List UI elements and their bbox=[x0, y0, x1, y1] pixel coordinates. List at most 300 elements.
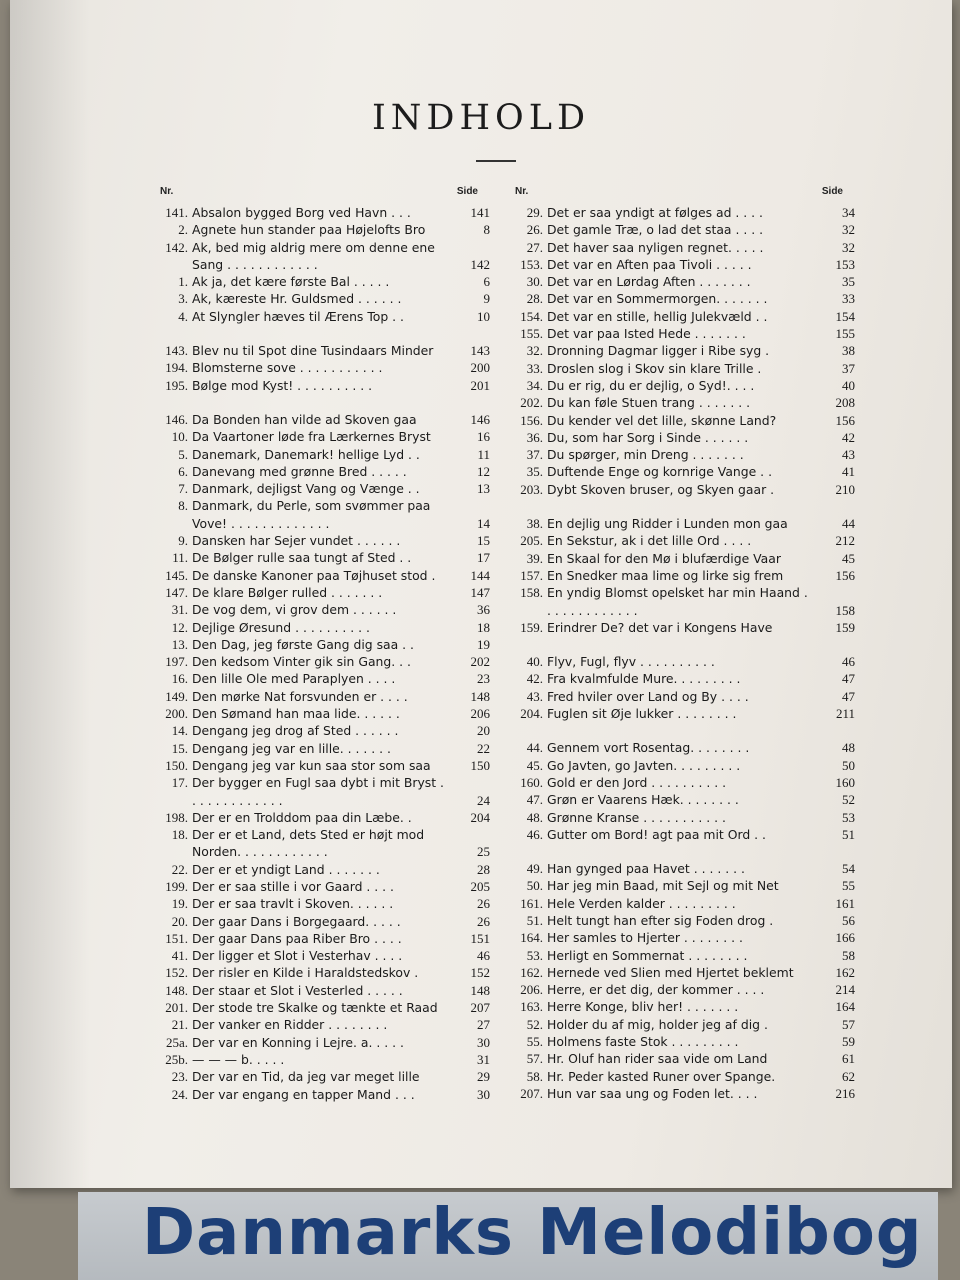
entry-number: 14. bbox=[171, 723, 188, 739]
entry-number: 17. bbox=[171, 775, 188, 791]
entry-title: Fra kvalmfulde Mure. . . . . . . . . bbox=[547, 671, 741, 687]
entry-number: 43. bbox=[526, 688, 543, 704]
entry-page: 46 bbox=[842, 654, 855, 670]
index-entry bbox=[505, 895, 855, 912]
entry-number: 22. bbox=[171, 861, 188, 877]
entry-page: 158 bbox=[835, 602, 855, 618]
group-gap bbox=[505, 498, 855, 515]
entry-number: 18. bbox=[171, 827, 188, 843]
entry-page: 210 bbox=[835, 481, 855, 497]
index-entry bbox=[505, 1068, 855, 1085]
entry-page: 152 bbox=[470, 965, 490, 981]
entry-page: 31 bbox=[477, 1051, 490, 1067]
group-gap bbox=[505, 636, 855, 653]
entry-number: 13. bbox=[171, 636, 188, 652]
entry-number: 163. bbox=[520, 999, 543, 1015]
index-column-left bbox=[150, 186, 490, 1103]
entry-page: 153 bbox=[835, 256, 855, 272]
entry-page: 37 bbox=[842, 360, 855, 376]
entry-number: 7. bbox=[178, 481, 188, 497]
index-entry bbox=[505, 273, 855, 290]
entry-number: 42. bbox=[526, 671, 543, 687]
entry-page: 41 bbox=[842, 464, 855, 480]
entry-page: 166 bbox=[835, 930, 855, 946]
entry-title: Der risler en Kilde i Haraldstedskov . bbox=[192, 965, 419, 981]
entry-number: 51. bbox=[526, 912, 543, 928]
entry-title: Da Vaartoner løde fra Lærkernes Bryst bbox=[192, 429, 431, 445]
index-entry bbox=[505, 360, 855, 377]
entry-page: 214 bbox=[835, 982, 855, 998]
entry-number: 3. bbox=[178, 291, 188, 307]
index-entry bbox=[505, 653, 855, 670]
entry-title: Herre Konge, bliv her! . . . . . . . bbox=[547, 999, 739, 1015]
index-entry bbox=[505, 774, 855, 791]
entry-number: 8. bbox=[178, 498, 188, 514]
entry-number: 201. bbox=[165, 1000, 188, 1016]
entry-number: 203. bbox=[520, 481, 543, 497]
entry-title: En Snedker maa lime og lirke sig frem bbox=[547, 567, 784, 583]
entry-page: 30 bbox=[477, 1034, 490, 1050]
entry-number: 155. bbox=[520, 326, 543, 342]
index-entry bbox=[150, 619, 490, 636]
entry-page: 147 bbox=[470, 584, 490, 600]
entry-page: 52 bbox=[842, 792, 855, 808]
entry-number: 205. bbox=[520, 533, 543, 549]
entry-number: 141. bbox=[165, 205, 188, 220]
entry-title: Der stode tre Skalke og tænkte et Raad bbox=[192, 1000, 438, 1016]
entry-page: 144 bbox=[470, 567, 490, 583]
entry-title: Det var en Sommermorgen. . . . . . . bbox=[547, 291, 768, 307]
entry-page: 23 bbox=[477, 671, 490, 687]
index-entry bbox=[150, 221, 490, 238]
index-entry bbox=[150, 895, 490, 912]
index-entry bbox=[150, 757, 490, 774]
index-entry bbox=[150, 636, 490, 653]
entry-number: 19. bbox=[171, 896, 188, 912]
entry-page: 42 bbox=[842, 429, 855, 445]
entry-page: 53 bbox=[842, 809, 855, 825]
entry-title: Han gynged paa Havet . . . . . . . bbox=[547, 861, 745, 877]
group-gap bbox=[505, 722, 855, 739]
entry-page: 19 bbox=[477, 636, 490, 652]
entry-page: 161 bbox=[835, 895, 855, 911]
entry-page: 201 bbox=[470, 377, 490, 393]
entry-page: 12 bbox=[477, 463, 490, 479]
index-entry bbox=[150, 239, 490, 274]
entry-title: Der er en Trolddom paa din Læbe. . bbox=[192, 809, 412, 825]
entry-page: 36 bbox=[477, 602, 490, 618]
index-entry bbox=[505, 446, 855, 463]
entry-title: Den Dag, jeg første Gang dig saa . . bbox=[192, 636, 414, 652]
entry-title: Der ligger et Slot i Vesterhav . . . . bbox=[192, 948, 403, 964]
entry-title: Der gaar Dans paa Riber Bro . . . . bbox=[192, 930, 402, 946]
entry-title: Her samles to Hjerter . . . . . . . . bbox=[547, 930, 743, 946]
entry-page: 205 bbox=[470, 878, 490, 894]
entry-title: Absalon bygged Borg ved Havn . . . bbox=[192, 205, 411, 220]
entry-number: 30. bbox=[526, 274, 543, 290]
index-entry bbox=[150, 359, 490, 376]
index-entry bbox=[150, 964, 490, 981]
index-entry bbox=[505, 256, 855, 273]
entry-page: 24 bbox=[477, 792, 490, 808]
entry-page: 48 bbox=[842, 740, 855, 756]
entry-title: Grønne Kranse . . . . . . . . . . . bbox=[547, 809, 726, 825]
index-entry bbox=[150, 947, 490, 964]
index-entry bbox=[505, 550, 855, 567]
entry-page: 14 bbox=[477, 515, 490, 531]
entry-title: Danevang med grønne Bred . . . . . bbox=[192, 463, 407, 479]
side-header: Side bbox=[821, 186, 843, 197]
index-entry bbox=[505, 739, 855, 756]
entry-page: 151 bbox=[470, 930, 490, 946]
entry-title: Hernede ved Slien med Hjertet beklemt bbox=[547, 964, 794, 980]
index-entry bbox=[150, 549, 490, 566]
entry-page: 46 bbox=[477, 948, 490, 964]
entry-number: 36. bbox=[526, 429, 543, 445]
entry-title: Der bygger en Fugl saa dybt i mit Bryst . . . . . . . . . . . . . bbox=[192, 775, 444, 808]
entry-page: 146 bbox=[470, 411, 490, 427]
entry-number: 154. bbox=[520, 308, 543, 324]
entry-page: 11 bbox=[477, 446, 490, 462]
entry-number: 158. bbox=[520, 585, 543, 601]
index-entry bbox=[505, 1033, 855, 1050]
entry-number: 34. bbox=[526, 377, 543, 393]
index-entry bbox=[505, 221, 855, 238]
entry-page: 61 bbox=[842, 1051, 855, 1067]
entry-page: 156 bbox=[835, 567, 855, 583]
entry-page: 25 bbox=[477, 844, 490, 860]
entry-title: Blev nu til Spot dine Tusindaars Minder bbox=[192, 343, 434, 359]
entry-title: Danmark, du Perle, som svømmer paa Vove! . . . . . . . . . . . . . bbox=[192, 498, 431, 531]
entry-number: 152. bbox=[165, 965, 188, 981]
entry-title: Dronning Dagmar ligger i Ribe syg . bbox=[547, 343, 770, 359]
entry-page: 16 bbox=[477, 429, 490, 445]
index-entry bbox=[505, 429, 855, 446]
index-entry bbox=[150, 774, 490, 809]
entry-page: 164 bbox=[835, 999, 855, 1015]
entry-title: Den mørke Nat forsvunden er . . . . bbox=[192, 688, 408, 704]
column-header bbox=[150, 186, 490, 204]
column-header bbox=[505, 186, 855, 204]
entry-number: 53. bbox=[526, 947, 543, 963]
entry-title: En Skaal for den Mø i blufærdige Vaar bbox=[547, 550, 781, 566]
entry-title: Du kender vel det lille, skønne Land? bbox=[547, 412, 777, 428]
index-entry bbox=[505, 377, 855, 394]
index-entry bbox=[150, 878, 490, 895]
entry-page: 6 bbox=[483, 274, 490, 290]
index-entry bbox=[505, 515, 855, 532]
entry-title: Du kan føle Stuen trang . . . . . . . bbox=[547, 395, 751, 411]
entry-page: 160 bbox=[835, 774, 855, 790]
entry-page: 206 bbox=[470, 706, 490, 722]
entry-title: Hun var saa ung og Foden let. . . . bbox=[547, 1085, 758, 1101]
entry-page: 44 bbox=[842, 516, 855, 532]
entry-number: 153. bbox=[520, 256, 543, 272]
entry-title: En dejlig ung Ridder i Lunden mon gaa bbox=[547, 516, 788, 532]
entry-title: En yndig Blomst opelsket har min Haand . . . . . . . . . . . . . bbox=[547, 585, 808, 618]
entry-title: Der gaar Dans i Borgegaard. . . . . bbox=[192, 913, 401, 929]
index-entry bbox=[505, 308, 855, 325]
entry-number: 49. bbox=[526, 861, 543, 877]
entry-number: 38. bbox=[526, 516, 543, 532]
entry-title: Ak ja, det kære første Bal . . . . . bbox=[192, 274, 390, 290]
entry-title: Du er rig, du er dejlig, o Syd!. . . . bbox=[547, 377, 755, 393]
entry-number: 200. bbox=[165, 706, 188, 722]
entry-page: 204 bbox=[470, 809, 490, 825]
entry-number: 50. bbox=[526, 878, 543, 894]
index-entry bbox=[150, 653, 490, 670]
entry-title: Danmark, dejligst Vang og Vænge . . bbox=[192, 481, 420, 497]
entry-title: Fred hviler over Land og By . . . . bbox=[547, 688, 749, 704]
entry-page: 17 bbox=[477, 550, 490, 566]
entry-number: 55. bbox=[526, 1034, 543, 1050]
entry-page: 143 bbox=[470, 343, 490, 359]
entry-number: 149. bbox=[165, 688, 188, 704]
entry-page: 50 bbox=[842, 757, 855, 773]
index-entry bbox=[505, 826, 855, 843]
entry-number: 33. bbox=[526, 360, 543, 376]
entry-page: 10 bbox=[477, 308, 490, 324]
index-entry bbox=[505, 463, 855, 480]
book-cover-title: Danmarks Melodibog bbox=[142, 1196, 923, 1270]
index-entry bbox=[150, 1016, 490, 1033]
index-entry bbox=[150, 930, 490, 947]
entry-title: Duftende Enge og kornrige Vange . . bbox=[547, 464, 773, 480]
entry-number: 164. bbox=[520, 930, 543, 946]
index-entry bbox=[150, 809, 490, 826]
entry-page: 34 bbox=[842, 205, 855, 220]
index-entry bbox=[505, 290, 855, 307]
index-entry bbox=[505, 947, 855, 964]
entry-title: At Slyngler hæves til Ærens Top . . bbox=[192, 308, 404, 324]
index-entry bbox=[505, 705, 855, 722]
index-entry bbox=[505, 394, 855, 411]
spine-shadow bbox=[10, 0, 90, 1188]
entry-number: 148. bbox=[165, 982, 188, 998]
entry-number: 48. bbox=[526, 809, 543, 825]
entry-page: 212 bbox=[835, 533, 855, 549]
entry-title: Det gamle Træ, o lad det staa . . . . bbox=[547, 222, 764, 238]
entry-title: Helt tungt han efter sig Foden drog . bbox=[547, 912, 774, 928]
entry-number: 146. bbox=[165, 411, 188, 427]
entry-number: 160. bbox=[520, 774, 543, 790]
index-entry bbox=[505, 670, 855, 687]
index-entry bbox=[150, 377, 490, 394]
entry-title: Der er et yndigt Land . . . . . . . bbox=[192, 861, 380, 877]
index-entry bbox=[150, 308, 490, 325]
entry-title: Blomsterne sove . . . . . . . . . . . bbox=[192, 360, 383, 376]
index-entry bbox=[150, 342, 490, 359]
entry-title: Gutter om Bord! agt paa mit Ord . . bbox=[547, 826, 766, 842]
entry-page: 155 bbox=[835, 326, 855, 342]
entry-title: Droslen slog i Skov sin klare Trille . bbox=[547, 360, 762, 376]
index-entry bbox=[150, 411, 490, 428]
entry-title: Den Sømand han maa lide. . . . . . bbox=[192, 706, 400, 722]
index-entry bbox=[150, 1034, 490, 1051]
index-entry bbox=[150, 601, 490, 618]
index-entry bbox=[505, 688, 855, 705]
entry-number: 147. bbox=[165, 584, 188, 600]
index-entry bbox=[150, 913, 490, 930]
index-entry bbox=[505, 342, 855, 359]
entry-number: 40. bbox=[526, 654, 543, 670]
entry-number: 194. bbox=[165, 360, 188, 376]
entry-title: Agnete hun stander paa Højelofts Bro bbox=[192, 222, 426, 238]
entry-number: 28. bbox=[526, 291, 543, 307]
entry-title: Fuglen sit Øje lukker . . . . . . . . bbox=[547, 706, 737, 722]
entry-title: Gennem vort Rosentag. . . . . . . . bbox=[547, 740, 750, 756]
entry-page: 62 bbox=[842, 1068, 855, 1084]
entry-page: 20 bbox=[477, 723, 490, 739]
entry-page: 32 bbox=[842, 239, 855, 255]
entry-number: 25a. bbox=[165, 1034, 188, 1050]
index-entry bbox=[150, 497, 490, 532]
entry-title: Det var en stille, hellig Julekvæld . . bbox=[547, 308, 768, 324]
entry-page: 211 bbox=[835, 706, 855, 722]
entry-number: 197. bbox=[165, 654, 188, 670]
index-entry bbox=[505, 481, 855, 498]
entry-number: 202. bbox=[520, 395, 543, 411]
entry-number: 161. bbox=[520, 895, 543, 911]
index-entry bbox=[150, 722, 490, 739]
index-entry bbox=[150, 290, 490, 307]
entry-title: De danske Kanoner paa Tøjhuset stod . bbox=[192, 567, 436, 583]
entry-number: 21. bbox=[171, 1017, 188, 1033]
entry-number: 41. bbox=[171, 948, 188, 964]
entry-number: 44. bbox=[526, 740, 543, 756]
entry-page: 8 bbox=[483, 222, 490, 238]
entry-title: Der var en Konning i Lejre. a. . . . . bbox=[192, 1034, 404, 1050]
entry-title: Det er saa yndigt at følges ad . . . . bbox=[547, 205, 763, 220]
entry-number: 143. bbox=[165, 343, 188, 359]
index-entry bbox=[150, 670, 490, 687]
index-entry bbox=[505, 584, 855, 619]
entry-title: De Bølger rulle saa tungt af Sted . . bbox=[192, 550, 412, 566]
entry-page: 57 bbox=[842, 1016, 855, 1032]
entry-title: Du, som har Sorg i Sinde . . . . . . bbox=[547, 429, 749, 445]
entry-page: 15 bbox=[477, 533, 490, 549]
entry-page: 56 bbox=[842, 912, 855, 928]
entry-number: 26. bbox=[526, 222, 543, 238]
entry-page: 35 bbox=[842, 274, 855, 290]
entry-title: Dybt Skoven bruser, og Skyen gaar . bbox=[547, 481, 775, 497]
entry-page: 27 bbox=[477, 1017, 490, 1033]
side-header: Side bbox=[456, 186, 478, 197]
entry-page: 154 bbox=[835, 308, 855, 324]
entry-number: 145. bbox=[165, 567, 188, 583]
entry-number: 4. bbox=[178, 308, 188, 324]
entry-page: 58 bbox=[842, 947, 855, 963]
entry-number: 15. bbox=[171, 740, 188, 756]
entry-number: 157. bbox=[520, 567, 543, 583]
entry-title: Dengang jeg var kun saa stor som saa bbox=[192, 757, 431, 773]
entry-page: 38 bbox=[842, 343, 855, 359]
entry-page: 148 bbox=[470, 688, 490, 704]
entry-title: Dansken har Sejer vundet . . . . . . bbox=[192, 533, 401, 549]
entry-page: 45 bbox=[842, 550, 855, 566]
index-entry bbox=[150, 861, 490, 878]
entry-title: Herligt en Sommernat . . . . . . . . bbox=[547, 947, 748, 963]
entry-title: Det haver saa nyligen regnet. . . . . bbox=[547, 239, 764, 255]
entry-number: 9. bbox=[178, 533, 188, 549]
entry-page: 47 bbox=[842, 688, 855, 704]
index-entry bbox=[150, 1086, 490, 1103]
entry-number: 47. bbox=[526, 792, 543, 808]
entry-title: Det var paa Isted Hede . . . . . . . bbox=[547, 326, 746, 342]
entry-title: Der vanker en Ridder . . . . . . . . bbox=[192, 1017, 388, 1033]
index-entry bbox=[150, 826, 490, 861]
entry-page: 59 bbox=[842, 1034, 855, 1050]
entry-title: Go Javten, go Javten. . . . . . . . . bbox=[547, 757, 741, 773]
entry-page: 55 bbox=[842, 878, 855, 894]
entry-number: 2. bbox=[178, 222, 188, 238]
index-column-right bbox=[505, 186, 855, 1102]
entry-title: Den lille Ole med Paraplyen . . . . bbox=[192, 671, 396, 687]
index-entry bbox=[505, 757, 855, 774]
index-entry bbox=[150, 999, 490, 1016]
index-entry bbox=[150, 273, 490, 290]
entry-title: Hr. Oluf han rider saa vide om Land bbox=[547, 1051, 768, 1067]
entry-page: 159 bbox=[835, 619, 855, 635]
group-gap bbox=[505, 843, 855, 860]
entry-page: 208 bbox=[835, 395, 855, 411]
index-entry bbox=[505, 1085, 855, 1102]
index-entry bbox=[505, 964, 855, 981]
entry-number: 207. bbox=[520, 1085, 543, 1101]
entry-page: 207 bbox=[470, 1000, 490, 1016]
index-entry bbox=[505, 981, 855, 998]
entry-number: 37. bbox=[526, 447, 543, 463]
index-entry bbox=[150, 532, 490, 549]
entry-page: 43 bbox=[842, 447, 855, 463]
nr-header: Nr. bbox=[515, 186, 529, 197]
entry-title: Har jeg min Baad, mit Sejl og mit Net bbox=[547, 878, 779, 894]
entry-number: 6. bbox=[178, 463, 188, 479]
index-entry bbox=[505, 860, 855, 877]
entry-title: Ak, kæreste Hr. Guldsmed . . . . . . bbox=[192, 291, 402, 307]
entry-title: Holmens faste Stok . . . . . . . . . bbox=[547, 1034, 739, 1050]
entry-page: 142 bbox=[470, 256, 490, 272]
entry-title: En Sekstur, ak i det lille Ord . . . . bbox=[547, 533, 752, 549]
index-entry bbox=[505, 619, 855, 636]
entry-number: 23. bbox=[171, 1069, 188, 1085]
index-entry bbox=[150, 705, 490, 722]
entry-title: Hr. Peder kasted Runer over Spange. bbox=[547, 1068, 776, 1084]
entry-page: 32 bbox=[842, 222, 855, 238]
entry-title: Grøn er Vaarens Hæk. . . . . . . . bbox=[547, 792, 739, 808]
entry-number: 199. bbox=[165, 878, 188, 894]
entry-title: Herre, er det dig, der kommer . . . . bbox=[547, 982, 765, 998]
entry-page: 200 bbox=[470, 360, 490, 376]
entry-title: Erindrer De? det var i Kongens Have bbox=[547, 619, 773, 635]
index-entry bbox=[505, 532, 855, 549]
entry-page: 162 bbox=[835, 964, 855, 980]
index-entry bbox=[150, 480, 490, 497]
entry-number: 57. bbox=[526, 1051, 543, 1067]
entry-number: 12. bbox=[171, 619, 188, 635]
index-entry bbox=[505, 325, 855, 342]
index-entry bbox=[505, 567, 855, 584]
entry-title: Gold er den Jord . . . . . . . . . . bbox=[547, 774, 727, 790]
entry-number: 27. bbox=[526, 239, 543, 255]
entry-number: 10. bbox=[171, 429, 188, 445]
entry-number: 25b. bbox=[165, 1051, 188, 1067]
entry-number: 198. bbox=[165, 809, 188, 825]
index-entry bbox=[150, 204, 490, 221]
index-entry bbox=[505, 239, 855, 256]
entry-page: 47 bbox=[842, 671, 855, 687]
entry-number: 24. bbox=[171, 1086, 188, 1102]
